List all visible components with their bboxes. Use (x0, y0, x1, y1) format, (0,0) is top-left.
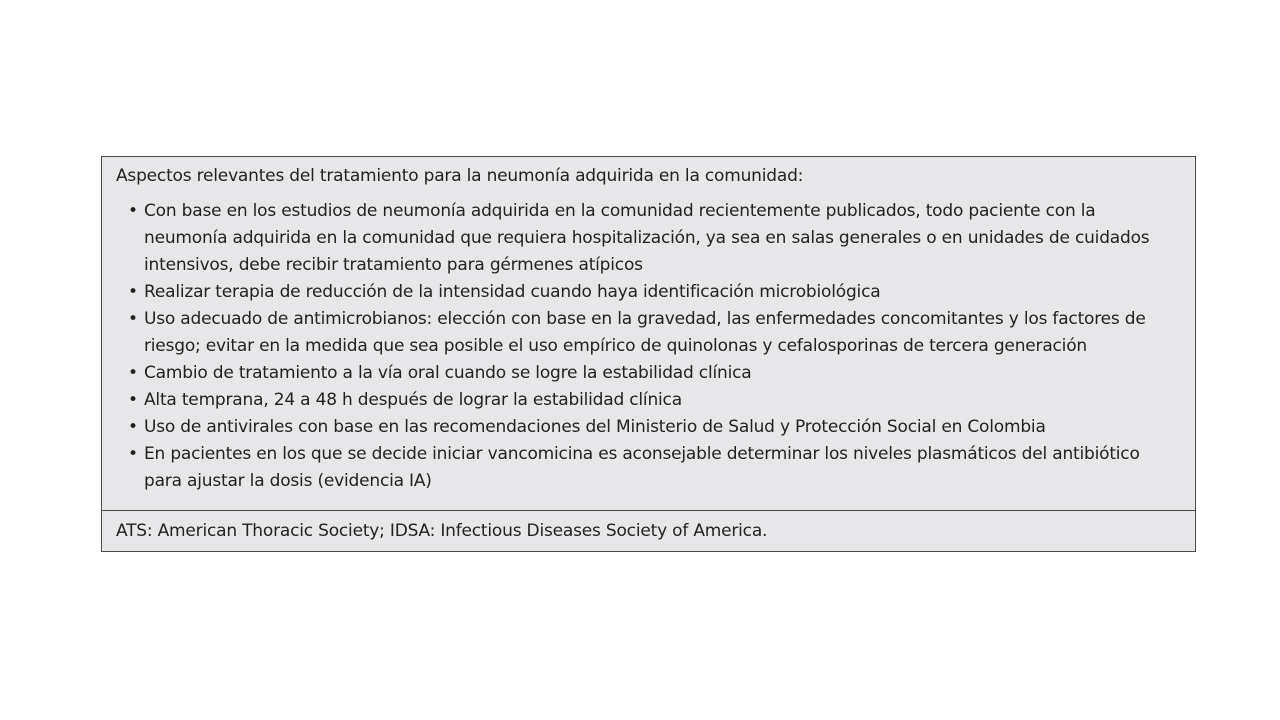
bullet-icon: • (128, 363, 138, 383)
bullet-icon: • (128, 444, 138, 464)
bullet-icon: • (128, 390, 138, 410)
list-item (116, 441, 1181, 495)
bullet-icon: • (128, 282, 138, 302)
bullet-icon: • (128, 417, 138, 437)
table-heading: Aspectos relevantes del tratamiento para la neumonía adquirida en la comunidad: (116, 166, 804, 186)
bullet-icon: • (128, 309, 138, 329)
table-body (116, 163, 1181, 495)
footnote-divider (102, 510, 1195, 511)
bullet-icon: • (128, 201, 138, 221)
list-item (116, 414, 1181, 441)
table-footnote: ATS: American Thoracic Society; IDSA: Infectious Diseases Society of America. (116, 521, 768, 541)
table-box (101, 156, 1196, 552)
list-item-text: En pacientes en los que se decide iniciar vancomicina es aconsejable determinar los niveles plasmáticos del antibiótico para ajustar la dosis (evidencia IA) (144, 444, 1140, 491)
bullet-list (116, 198, 1181, 495)
list-item-text: Cambio de tratamiento a la vía oral cuando se logre la estabilidad clínica (144, 363, 752, 383)
list-item-text: Uso adecuado de antimicrobianos: elección con base en la gravedad, las enfermedades concomitantes y los factores de riesgo; evitar en la medida que sea posible el uso empírico de quinolonas y cefalosporinas de tercera generación (144, 309, 1146, 356)
list-item (116, 306, 1181, 360)
list-item (116, 360, 1181, 387)
list-item-text: Con base en los estudios de neumonía adquirida en la comunidad recientemente publicados, todo paciente con la neumonía adquirida en la comunidad que requiera hospitalización, ya sea en salas generales o en unidades de cuidados intensivos, debe recibir tratamiento para gérmenes atípicos (144, 201, 1150, 275)
list-item (116, 198, 1181, 279)
list-item-text: Alta temprana, 24 a 48 h después de lograr la estabilidad clínica (144, 390, 682, 410)
list-item (116, 387, 1181, 414)
list-item-text: Realizar terapia de reducción de la intensidad cuando haya identificación microbiológica (144, 282, 881, 302)
list-item (116, 279, 1181, 306)
list-item-text: Uso de antivirales con base en las recomendaciones del Ministerio de Salud y Protección Social en Colombia (144, 417, 1046, 437)
